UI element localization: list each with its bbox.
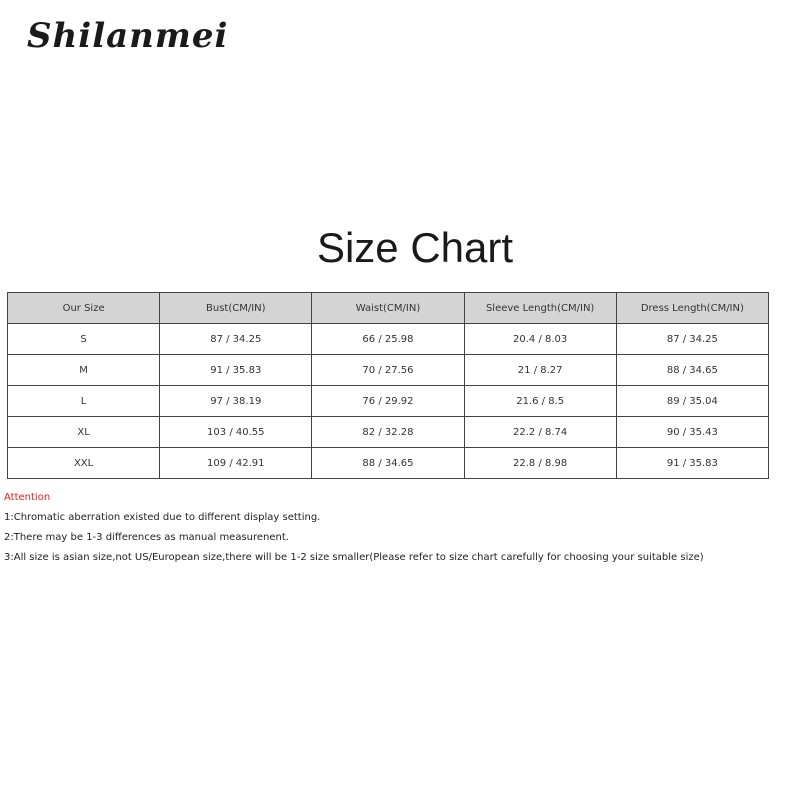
column-header-size: Our Size [8,293,160,324]
note-item: 1:Chromatic aberration existed due to different display setting. [4,512,321,523]
dress-length-cell: 88 / 34.65 [616,355,768,386]
column-header-waist: Waist(CM/IN) [312,293,464,324]
sleeve-length-cell: 21 / 8.27 [464,355,616,386]
size-cell: S [8,324,160,355]
column-header-sleeve-length: Sleeve Length(CM/IN) [464,293,616,324]
sleeve-length-cell: 22.2 / 8.74 [464,417,616,448]
bust-cell: 97 / 38.19 [160,386,312,417]
waist-cell: 88 / 34.65 [312,448,464,479]
dress-length-cell: 90 / 35.43 [616,417,768,448]
size-cell: L [8,386,160,417]
table-row [8,355,769,386]
sleeve-length-cell: 21.6 / 8.5 [464,386,616,417]
dress-length-cell: 89 / 35.04 [616,386,768,417]
table-row [8,448,769,479]
column-header-dress-length: Dress Length(CM/IN) [616,293,768,324]
sleeve-length-cell: 22.8 / 8.98 [464,448,616,479]
dress-length-cell: 91 / 35.83 [616,448,768,479]
waist-cell: 82 / 32.28 [312,417,464,448]
column-header-bust: Bust(CM/IN) [160,293,312,324]
waist-cell: 70 / 27.56 [312,355,464,386]
size-chart-table [7,292,769,479]
brand-logo: Shilanmei [27,16,229,56]
waist-cell: 76 / 29.92 [312,386,464,417]
size-cell: XXL [8,448,160,479]
page-title: Size Chart [316,224,514,271]
note-item: 2:There may be 1-3 differences as manual measurenent. [4,532,289,543]
bust-cell: 103 / 40.55 [160,417,312,448]
attention-heading: Attention [4,492,51,503]
note-item: 3:All size is asian size,not US/European size,there will be 1-2 size smaller(Please refer to size chart carefully for choosing your suitable size) [4,552,704,563]
table-header-row [8,293,769,324]
bust-cell: 87 / 34.25 [160,324,312,355]
sleeve-length-cell: 20.4 / 8.03 [464,324,616,355]
bust-cell: 91 / 35.83 [160,355,312,386]
size-cell: XL [8,417,160,448]
table-row [8,324,769,355]
waist-cell: 66 / 25.98 [312,324,464,355]
table-row [8,417,769,448]
table-row [8,386,769,417]
dress-length-cell: 87 / 34.25 [616,324,768,355]
bust-cell: 109 / 42.91 [160,448,312,479]
size-cell: M [8,355,160,386]
attention-notes [4,488,704,568]
